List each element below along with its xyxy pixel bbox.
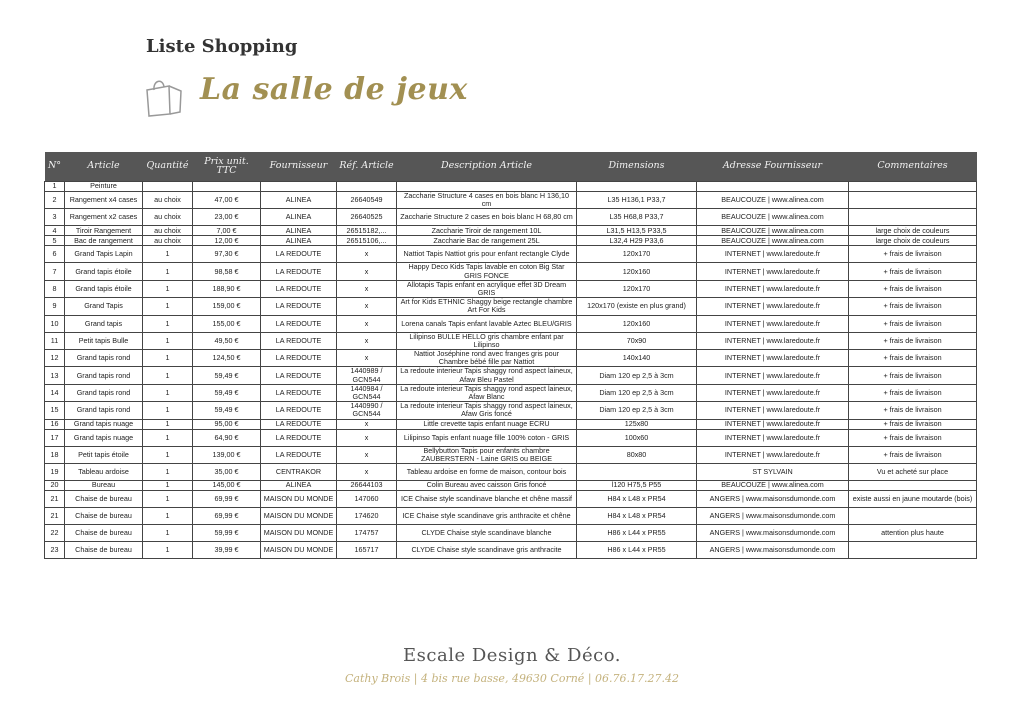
table-cell: INTERNET | www.laredoute.fr: [697, 315, 849, 332]
table-cell: 1: [143, 280, 193, 297]
footer-brand: Escale Design & Déco.: [403, 645, 621, 666]
table-cell: Art for Kids ETHNIC Shaggy beige rectangle chambre Art For Kids: [397, 298, 577, 315]
column-header: Quantité: [143, 152, 193, 182]
table-cell: 26515106,...: [337, 236, 397, 246]
table-cell: 139,00 €: [193, 446, 261, 463]
table-cell: Diam 120 ep 2,5 à 3cm: [577, 402, 697, 419]
table-cell: large choix de couleurs: [849, 236, 977, 246]
table-cell: + frais de livraison: [849, 429, 977, 446]
table-row: [45, 525, 977, 542]
table-cell: L32,4 H29 P33,6: [577, 236, 697, 246]
table-cell: 1440989 / GCN544: [337, 367, 397, 384]
table-cell: x: [337, 263, 397, 280]
table-cell: 19: [45, 464, 65, 481]
column-header: Commentaires: [849, 152, 977, 182]
table-cell: 1: [143, 246, 193, 263]
table-cell: 4: [45, 226, 65, 236]
table-cell: 47,00 €: [193, 192, 261, 209]
table-cell: 1: [143, 429, 193, 446]
table-row: [45, 402, 977, 419]
table-cell: 100x60: [577, 429, 697, 446]
table-row: [45, 280, 977, 297]
table-cell: + frais de livraison: [849, 402, 977, 419]
table-cell: H86 x L44 x PR55: [577, 542, 697, 559]
table-row: [45, 491, 977, 508]
table-cell: 2: [45, 192, 65, 209]
table-cell: 7,00 €: [193, 226, 261, 236]
table-cell: ALINEA: [261, 192, 337, 209]
table-cell: [849, 209, 977, 226]
table-header-row: [45, 152, 977, 182]
table-cell: 1: [143, 542, 193, 559]
table-cell: 13: [45, 367, 65, 384]
table-cell: ST SYLVAIN: [697, 464, 849, 481]
table-cell: Lilipinso Tapis enfant nuage fille 100% coton - GRIS: [397, 429, 577, 446]
table-cell: Grand tapis étoile: [65, 280, 143, 297]
table-cell: Rangement x4 cases: [65, 192, 143, 209]
table-cell: Zaccharie Structure 2 cases en bois blanc H 68,80 cm: [397, 209, 577, 226]
table-cell: 39,99 €: [193, 542, 261, 559]
table-cell: 14: [45, 384, 65, 401]
shopping-table: [44, 152, 977, 559]
column-header: Adresse Fournisseur: [697, 152, 849, 182]
table-cell: La redoute interieur Tapis shaggy rond aspect laineux, Afaw Blanc: [397, 384, 577, 401]
column-header: N°: [45, 152, 65, 182]
footer: [0, 645, 1024, 685]
table-cell: au choix: [143, 226, 193, 236]
table-cell: 69,99 €: [193, 491, 261, 508]
table-cell: LA REDOUTE: [261, 384, 337, 401]
table-cell: Petit tapis étoile: [65, 446, 143, 463]
table-cell: 21: [45, 508, 65, 525]
table-cell: 59,49 €: [193, 384, 261, 401]
table-cell: x: [337, 246, 397, 263]
table-cell: 188,90 €: [193, 280, 261, 297]
table-cell: + frais de livraison: [849, 280, 977, 297]
table-cell: Diam 120 ep 2,5 à 3cm: [577, 367, 697, 384]
table-row: [45, 367, 977, 384]
table-cell: MAISON DU MONDE: [261, 491, 337, 508]
table-cell: [143, 182, 193, 192]
table-cell: Grand tapis rond: [65, 384, 143, 401]
table-cell: 26644103: [337, 481, 397, 491]
table-row: [45, 209, 977, 226]
table-cell: au choix: [143, 209, 193, 226]
table-cell: L35 H136,1 P33,7: [577, 192, 697, 209]
table-cell: + frais de livraison: [849, 419, 977, 429]
table-cell: 1: [143, 419, 193, 429]
table-cell: CENTRAKOR: [261, 464, 337, 481]
table-cell: 23: [45, 542, 65, 559]
column-header: Article: [65, 152, 143, 182]
table-cell: large choix de couleurs: [849, 226, 977, 236]
table-cell: 8: [45, 280, 65, 297]
table-cell: x: [337, 419, 397, 429]
table-cell: 159,00 €: [193, 298, 261, 315]
table-cell: Tableau ardoise en forme de maison, contour bois: [397, 464, 577, 481]
table-cell: 1: [143, 298, 193, 315]
table-cell: Grand tapis nuage: [65, 429, 143, 446]
table-cell: 1: [143, 525, 193, 542]
column-header: Réf. Article: [337, 152, 397, 182]
table-cell: H84 x L48 x PR54: [577, 508, 697, 525]
table-cell: 11: [45, 332, 65, 349]
table-cell: 147060: [337, 491, 397, 508]
table-cell: x: [337, 332, 397, 349]
table-cell: 12: [45, 350, 65, 367]
table-cell: LA REDOUTE: [261, 419, 337, 429]
table-cell: + frais de livraison: [849, 332, 977, 349]
table-cell: 6: [45, 246, 65, 263]
table-cell: INTERNET | www.laredoute.fr: [697, 367, 849, 384]
table-cell: [849, 192, 977, 209]
table-cell: BEAUCOUZE | www.alinea.com: [697, 236, 849, 246]
table-cell: + frais de livraison: [849, 367, 977, 384]
table-cell: Grand tapis: [65, 315, 143, 332]
table-cell: 23,00 €: [193, 209, 261, 226]
table-cell: 1440984 / GCN544: [337, 384, 397, 401]
table-cell: MAISON DU MONDE: [261, 508, 337, 525]
table-row: [45, 332, 977, 349]
table-cell: 26640525: [337, 209, 397, 226]
table-row: [45, 350, 977, 367]
table-cell: LA REDOUTE: [261, 280, 337, 297]
table-row: [45, 226, 977, 236]
document-header: [0, 0, 1024, 150]
table-cell: BEAUCOUZE | www.alinea.com: [697, 481, 849, 491]
table-cell: LA REDOUTE: [261, 315, 337, 332]
table-cell: x: [337, 429, 397, 446]
table-cell: 17: [45, 429, 65, 446]
table-cell: Grand tapis rond: [65, 402, 143, 419]
table-cell: Allotapis Tapis enfant en acrylique effet 3D Dream GRIS: [397, 280, 577, 297]
table-cell: INTERNET | www.laredoute.fr: [697, 280, 849, 297]
table-cell: Chaise de bureau: [65, 508, 143, 525]
table-cell: Colin Bureau avec caisson Gris foncé: [397, 481, 577, 491]
table-cell: l120 H75,5 P55: [577, 481, 697, 491]
table-cell: 174757: [337, 525, 397, 542]
table-cell: 59,49 €: [193, 402, 261, 419]
table-row: [45, 246, 977, 263]
table-cell: 26515182,...: [337, 226, 397, 236]
table-cell: 120x170: [577, 280, 697, 297]
table-cell: Happy Deco Kids Tapis lavable en coton Big Star GRIS FONCE: [397, 263, 577, 280]
table-row: [45, 508, 977, 525]
table-cell: LA REDOUTE: [261, 332, 337, 349]
footer-contact: Cathy Brois | 4 bis rue basse, 49630 Corné | 06.76.17.27.42: [344, 672, 679, 685]
table-cell: x: [337, 298, 397, 315]
table-cell: ALINEA: [261, 481, 337, 491]
page-title: La salle de jeux: [200, 72, 468, 107]
table-cell: 26640549: [337, 192, 397, 209]
table-cell: H86 x L44 x PR55: [577, 525, 697, 542]
table-cell: 7: [45, 263, 65, 280]
table-cell: 125x80: [577, 419, 697, 429]
table-cell: ALINEA: [261, 209, 337, 226]
table-cell: Bac de rangement: [65, 236, 143, 246]
table-cell: Zaccharie Structure 4 cases en bois blanc H 136,10 cm: [397, 192, 577, 209]
table-cell: 1: [143, 508, 193, 525]
table-cell: ANGERS | www.maisonsdumonde.com: [697, 491, 849, 508]
table-cell: Nattiot Joséphine rond avec franges gris pour Chambre bébé fille par Nattiot: [397, 350, 577, 367]
table-cell: MAISON DU MONDE: [261, 542, 337, 559]
table-cell: 12,00 €: [193, 236, 261, 246]
table-cell: 145,00 €: [193, 481, 261, 491]
table-row: [45, 263, 977, 280]
table-cell: 70x90: [577, 332, 697, 349]
table-cell: Grand tapis rond: [65, 367, 143, 384]
table-cell: [577, 464, 697, 481]
table-cell: + frais de livraison: [849, 298, 977, 315]
table-cell: INTERNET | www.laredoute.fr: [697, 246, 849, 263]
table-row: [45, 384, 977, 401]
table-cell: au choix: [143, 192, 193, 209]
table-cell: Chaise de bureau: [65, 525, 143, 542]
table-cell: INTERNET | www.laredoute.fr: [697, 263, 849, 280]
table-cell: Tiroir Rangement: [65, 226, 143, 236]
table-cell: x: [337, 350, 397, 367]
table-cell: Vu et acheté sur place: [849, 464, 977, 481]
table-row: [45, 236, 977, 246]
table-cell: 59,99 €: [193, 525, 261, 542]
column-header: Dimensions: [577, 152, 697, 182]
table-cell: ICE Chaise style scandinave gris anthracite et chêne: [397, 508, 577, 525]
table-cell: 124,50 €: [193, 350, 261, 367]
table-cell: INTERNET | www.laredoute.fr: [697, 350, 849, 367]
table-cell: L35 H68,8 P33,7: [577, 209, 697, 226]
table-cell: 16: [45, 419, 65, 429]
table-cell: LA REDOUTE: [261, 402, 337, 419]
table-cell: 1: [143, 315, 193, 332]
table-cell: INTERNET | www.laredoute.fr: [697, 384, 849, 401]
table-row: [45, 192, 977, 209]
table-cell: Grand tapis étoile: [65, 263, 143, 280]
table-cell: Zaccharie Bac de rangement 25L: [397, 236, 577, 246]
table-cell: LA REDOUTE: [261, 367, 337, 384]
table-cell: Diam 120 ep 2,5 à 3cm: [577, 384, 697, 401]
column-header: Description Article: [397, 152, 577, 182]
table-cell: BEAUCOUZE | www.alinea.com: [697, 226, 849, 236]
table-cell: INTERNET | www.laredoute.fr: [697, 419, 849, 429]
table-cell: L31,5 H13,5 P33,5: [577, 226, 697, 236]
table-cell: 1: [143, 367, 193, 384]
table-cell: 174620: [337, 508, 397, 525]
table-cell: 97,30 €: [193, 246, 261, 263]
table-cell: ICE Chaise style scandinave blanche et chêne massif: [397, 491, 577, 508]
table-cell: + frais de livraison: [849, 263, 977, 280]
table-cell: 9: [45, 298, 65, 315]
table-cell: 64,90 €: [193, 429, 261, 446]
table-cell: [261, 182, 337, 192]
table-row: [45, 446, 977, 463]
table-row: [45, 481, 977, 491]
table-cell: Peinture: [65, 182, 143, 192]
table-cell: attention plus haute: [849, 525, 977, 542]
table-cell: LA REDOUTE: [261, 446, 337, 463]
table-cell: + frais de livraison: [849, 384, 977, 401]
table-cell: [337, 182, 397, 192]
table-cell: LA REDOUTE: [261, 263, 337, 280]
table-cell: 155,00 €: [193, 315, 261, 332]
table-cell: + frais de livraison: [849, 315, 977, 332]
table-cell: 18: [45, 446, 65, 463]
table-cell: 1: [143, 446, 193, 463]
table-cell: 80x80: [577, 446, 697, 463]
table-cell: Little crevette tapis enfant nuage ECRU: [397, 419, 577, 429]
table-cell: au choix: [143, 236, 193, 246]
table-cell: INTERNET | www.laredoute.fr: [697, 402, 849, 419]
table-cell: 1: [143, 384, 193, 401]
table-body: [45, 182, 977, 559]
table-cell: Nattiot Tapis Nattiot gris pour enfant rectangle Clyde: [397, 246, 577, 263]
table-cell: [697, 182, 849, 192]
table-cell: ALINEA: [261, 226, 337, 236]
table-cell: [849, 508, 977, 525]
table-cell: 22: [45, 525, 65, 542]
table-cell: 1: [143, 491, 193, 508]
table-cell: [193, 182, 261, 192]
table-cell: Lorena canals Tapis enfant lavable Aztec BLEU/GRIS: [397, 315, 577, 332]
table-cell: 1: [143, 263, 193, 280]
table-cell: 1: [143, 402, 193, 419]
table-cell: x: [337, 280, 397, 297]
table-cell: x: [337, 315, 397, 332]
table-cell: 120x170 (existe en plus grand): [577, 298, 697, 315]
table-cell: ALINEA: [261, 236, 337, 246]
table-cell: Grand tapis nuage: [65, 419, 143, 429]
table-cell: Grand Tapis Lapin: [65, 246, 143, 263]
list-title: Liste Shopping: [146, 36, 298, 57]
table-cell: x: [337, 464, 397, 481]
table-cell: 1440990 / GCN544: [337, 402, 397, 419]
table-cell: 3: [45, 209, 65, 226]
table-cell: 69,99 €: [193, 508, 261, 525]
table-cell: Grand tapis rond: [65, 350, 143, 367]
table-cell: 120x160: [577, 315, 697, 332]
table-cell: BEAUCOUZE | www.alinea.com: [697, 192, 849, 209]
table-cell: La redoute interieur Tapis shaggy rond aspect laineux, Afaw Gris foncé: [397, 402, 577, 419]
table-cell: [849, 542, 977, 559]
table-cell: Bellybutton Tapis pour enfants chambre ZAUBERSTERN - Laine GRIS ou BEIGE: [397, 446, 577, 463]
table-cell: LA REDOUTE: [261, 350, 337, 367]
table-cell: ANGERS | www.maisonsdumonde.com: [697, 525, 849, 542]
table-row: [45, 464, 977, 481]
table-cell: 21: [45, 491, 65, 508]
table-cell: 1: [45, 182, 65, 192]
table-cell: + frais de livraison: [849, 246, 977, 263]
table-cell: Grand Tapis: [65, 298, 143, 315]
table-cell: + frais de livraison: [849, 350, 977, 367]
table-cell: Chaise de bureau: [65, 542, 143, 559]
table-cell: INTERNET | www.laredoute.fr: [697, 429, 849, 446]
table-cell: BEAUCOUZE | www.alinea.com: [697, 209, 849, 226]
column-header: Prix unit. TTC: [193, 152, 261, 182]
shopping-bag-icon: [143, 74, 187, 125]
table-cell: [849, 481, 977, 491]
table-cell: Lilipinso BULLE HELLO gris chambre enfant par Lilipinso: [397, 332, 577, 349]
table-cell: CLYDE Chaise style scandinave blanche: [397, 525, 577, 542]
table-cell: CLYDE Chaise style scandinave gris anthracite: [397, 542, 577, 559]
table-cell: 49,50 €: [193, 332, 261, 349]
column-header: Fournisseur: [261, 152, 337, 182]
table-cell: 95,00 €: [193, 419, 261, 429]
table-cell: [397, 182, 577, 192]
table-cell: Tableau ardoise: [65, 464, 143, 481]
table-cell: 10: [45, 315, 65, 332]
table-cell: 1: [143, 464, 193, 481]
table-cell: 140x140: [577, 350, 697, 367]
table-row: [45, 182, 977, 192]
table-cell: 1: [143, 332, 193, 349]
table-cell: x: [337, 446, 397, 463]
table-cell: 20: [45, 481, 65, 491]
table-cell: H84 x L48 x PR54: [577, 491, 697, 508]
table-cell: 1: [143, 481, 193, 491]
table-cell: 59,49 €: [193, 367, 261, 384]
table-cell: LA REDOUTE: [261, 246, 337, 263]
table-cell: INTERNET | www.laredoute.fr: [697, 446, 849, 463]
table-cell: + frais de livraison: [849, 446, 977, 463]
table-cell: 15: [45, 402, 65, 419]
table-cell: INTERNET | www.laredoute.fr: [697, 332, 849, 349]
table-cell: Bureau: [65, 481, 143, 491]
table-cell: Zaccharie Tiroir de rangement 10L: [397, 226, 577, 236]
table-cell: 35,00 €: [193, 464, 261, 481]
table-cell: Petit tapis Bulle: [65, 332, 143, 349]
table-cell: La redoute interieur Tapis shaggy rond aspect laineux, Afaw Bleu Pastel: [397, 367, 577, 384]
table-cell: Chaise de bureau: [65, 491, 143, 508]
table-cell: ANGERS | www.maisonsdumonde.com: [697, 508, 849, 525]
table-cell: 5: [45, 236, 65, 246]
table-cell: Rangement x2 cases: [65, 209, 143, 226]
table-cell: 165717: [337, 542, 397, 559]
table-row: [45, 419, 977, 429]
table-cell: 120x160: [577, 263, 697, 280]
table-row: [45, 298, 977, 315]
table-cell: 120x170: [577, 246, 697, 263]
table-cell: 98,58 €: [193, 263, 261, 280]
table-cell: [849, 182, 977, 192]
table-cell: LA REDOUTE: [261, 298, 337, 315]
table-cell: 1: [143, 350, 193, 367]
table-cell: INTERNET | www.laredoute.fr: [697, 298, 849, 315]
table-cell: MAISON DU MONDE: [261, 525, 337, 542]
table-cell: ANGERS | www.maisonsdumonde.com: [697, 542, 849, 559]
table-cell: [577, 182, 697, 192]
table-cell: LA REDOUTE: [261, 429, 337, 446]
table-cell: existe aussi en jaune moutarde (bois): [849, 491, 977, 508]
table-row: [45, 315, 977, 332]
table-row: [45, 542, 977, 559]
table-row: [45, 429, 977, 446]
